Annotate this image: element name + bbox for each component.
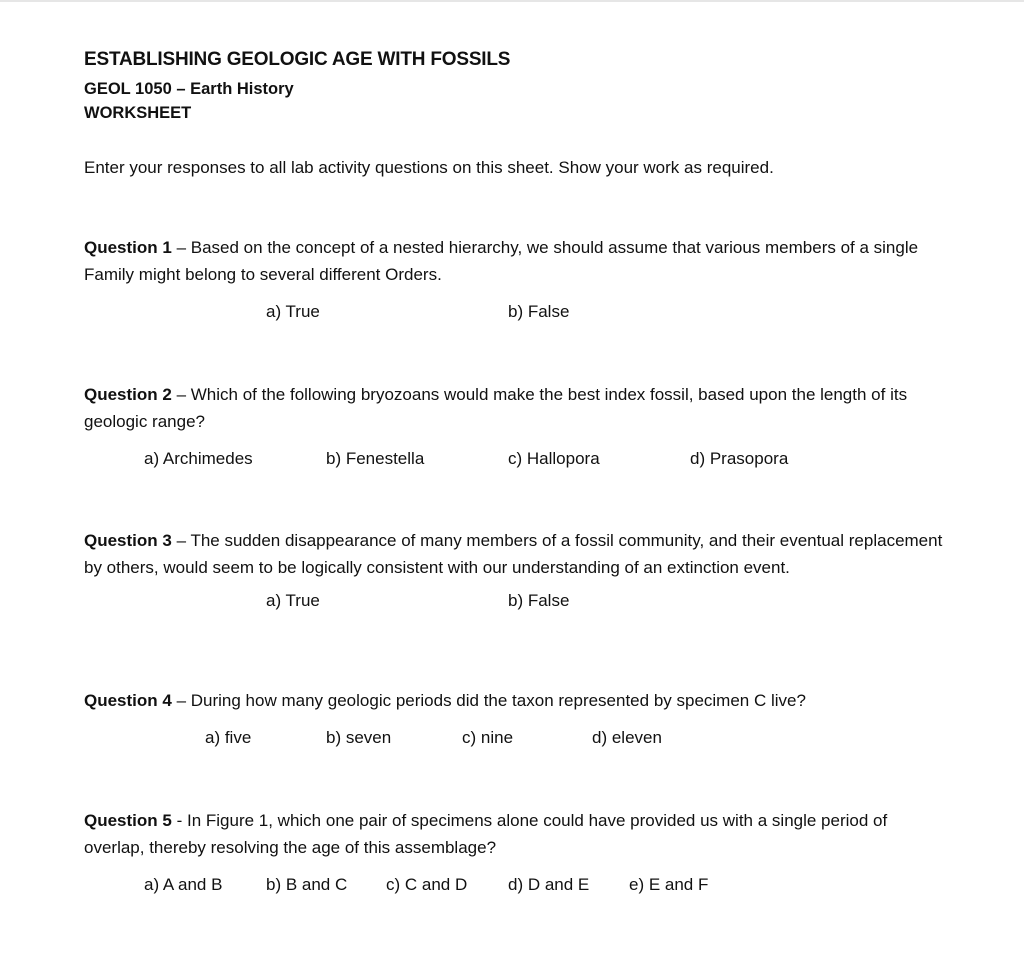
question-1-text: – Based on the concept of a nested hierarchy, we should assume that various members of a single Family might belong to several different Orders. xyxy=(84,238,919,284)
page-top-border xyxy=(0,0,1024,2)
question-1-option-b[interactable]: b) False xyxy=(508,302,570,321)
question-1-option-a[interactable]: a) True xyxy=(266,302,320,321)
question-5-option-d[interactable]: d) D and E xyxy=(508,875,590,894)
question-5-options xyxy=(84,873,944,899)
document-type: WORKSHEET xyxy=(84,104,192,122)
question-5 xyxy=(84,807,944,899)
question-5-option-e[interactable]: e) E and F xyxy=(629,875,709,894)
question-4-option-b[interactable]: b) seven xyxy=(326,728,392,747)
question-2-option-c[interactable]: c) Hallopora xyxy=(508,449,600,468)
question-5-option-a[interactable]: a) A and B xyxy=(144,875,223,894)
question-2 xyxy=(84,381,944,473)
question-4-option-a[interactable]: a) five xyxy=(205,728,252,747)
question-1-label: Question 1 xyxy=(84,238,172,257)
question-4-label: Question 4 xyxy=(84,691,172,710)
question-1 xyxy=(84,234,944,326)
question-3-text: – The sudden disappearance of many members of a fossil community, and their eventual replacement by others, would seem to be logically consistent with our understanding of an extinction event. xyxy=(84,531,943,577)
question-4-option-d[interactable]: d) eleven xyxy=(592,728,662,747)
question-3-option-a[interactable]: a) True xyxy=(266,591,320,610)
question-4 xyxy=(84,687,944,752)
question-3-label: Question 3 xyxy=(84,531,172,550)
course-name: GEOL 1050 – Earth History xyxy=(84,80,294,98)
question-5-label: Question 5 xyxy=(84,811,172,830)
question-3 xyxy=(84,527,944,615)
question-4-prompt xyxy=(84,687,944,714)
worksheet-title: ESTABLISHING GEOLOGIC AGE WITH FOSSILS xyxy=(84,49,511,70)
question-2-option-b[interactable]: b) Fenestella xyxy=(326,449,425,468)
question-2-prompt xyxy=(84,381,944,435)
question-5-text: - In Figure 1, which one pair of specimens alone could have provided us with a single period of overlap, thereby resolving the age of this assemblage? xyxy=(84,811,888,857)
question-2-options xyxy=(84,447,944,473)
instructions: Enter your responses to all lab activity questions on this sheet. Show your work as required. xyxy=(84,158,774,177)
worksheet-page xyxy=(84,48,944,894)
question-2-option-d[interactable]: d) Prasopora xyxy=(690,449,789,468)
question-4-option-c[interactable]: c) nine xyxy=(462,728,514,747)
question-2-option-a[interactable]: a) Archimedes xyxy=(144,449,253,468)
question-4-options xyxy=(84,726,944,752)
question-1-options xyxy=(84,300,944,326)
question-5-prompt xyxy=(84,807,944,861)
question-4-text: – During how many geologic periods did the taxon represented by specimen C live? xyxy=(171,691,806,710)
question-5-option-b[interactable]: b) B and C xyxy=(266,875,348,894)
question-1-prompt xyxy=(84,234,944,288)
question-2-label: Question 2 xyxy=(84,385,172,404)
question-3-option-b[interactable]: b) False xyxy=(508,591,570,610)
question-3-options xyxy=(84,589,944,615)
question-3-prompt xyxy=(84,527,944,581)
question-2-text: – Which of the following bryozoans would make the best index fossil, based upon the length of its geologic range? xyxy=(84,385,908,431)
question-5-option-c[interactable]: c) C and D xyxy=(386,875,468,894)
